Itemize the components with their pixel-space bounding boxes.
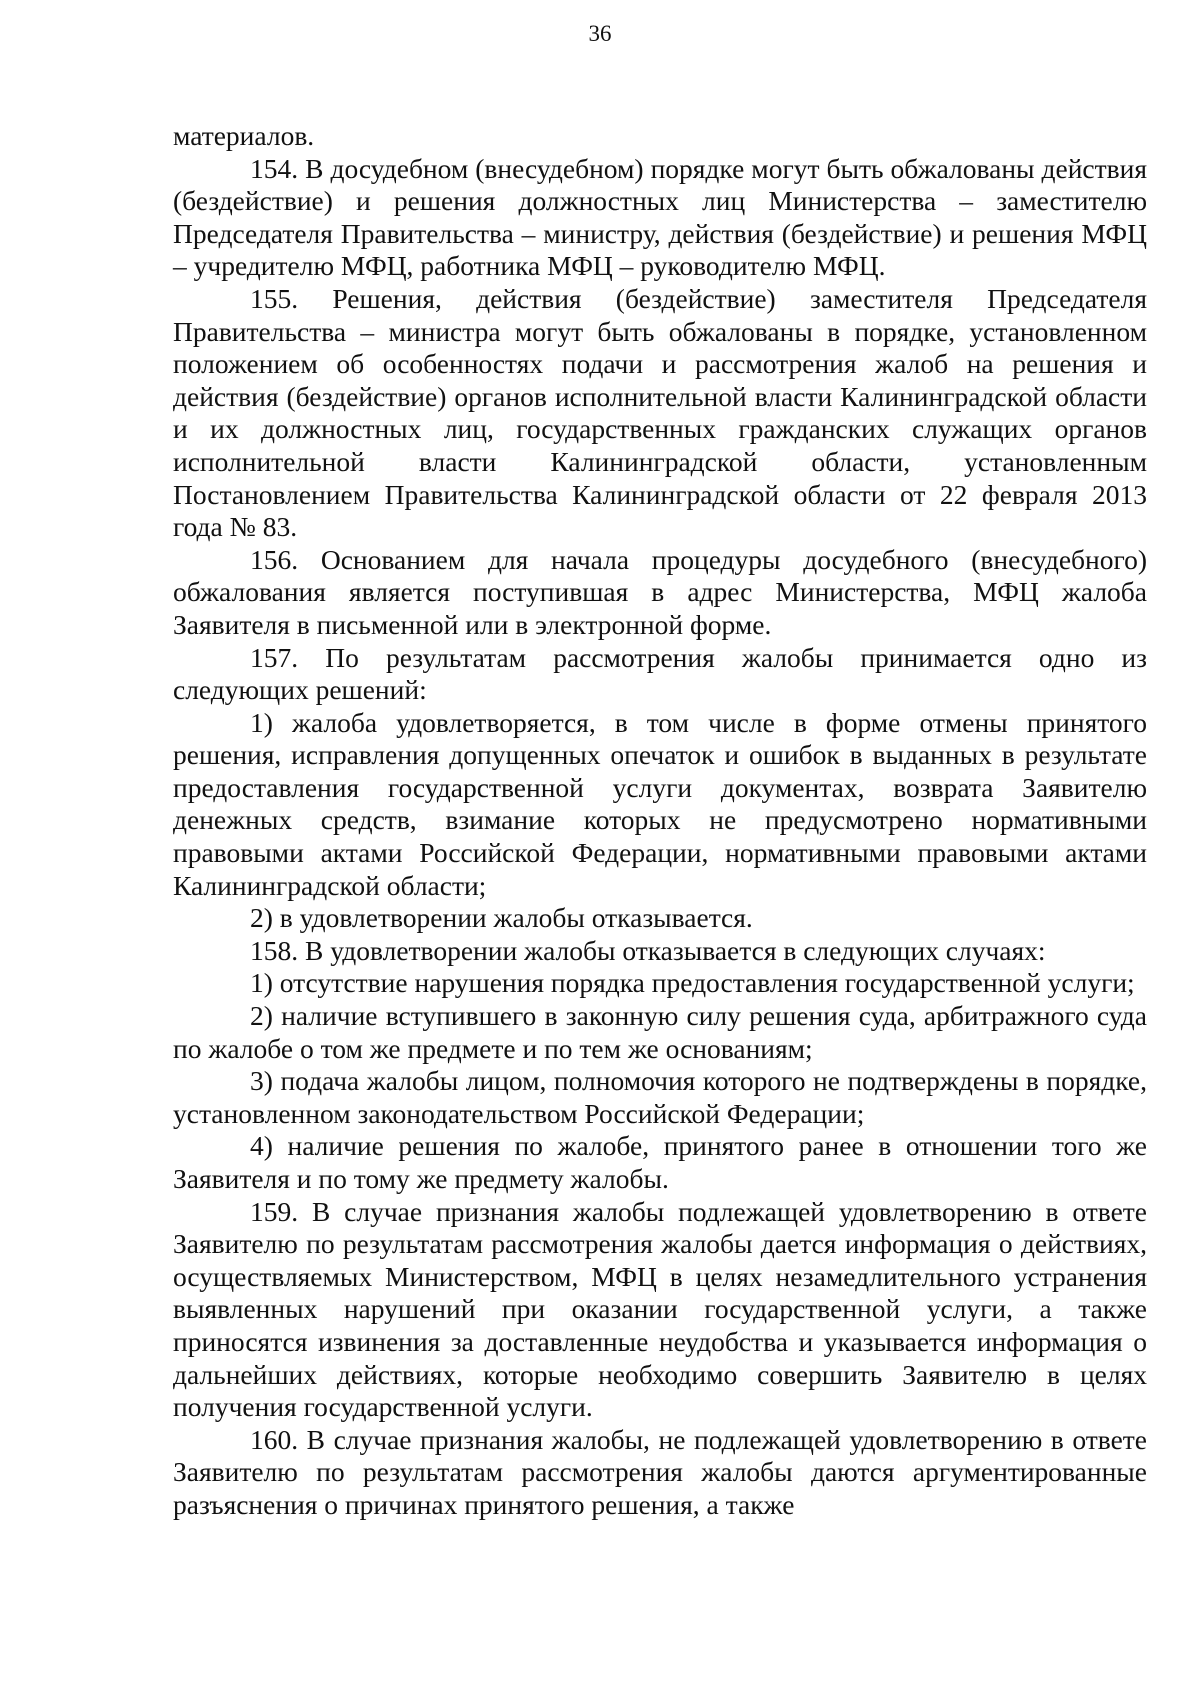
paragraph-158-item-3: 3) подача жалобы лицом, полномочия которого не подтверждены в порядке, установленном законодательством Российской Федерации;	[173, 1065, 1147, 1129]
paragraph-157-item-1: 1) жалоба удовлетворяется, в том числе в форме отмены принятого решения, исправления допущенных опечаток и ошибок в выданных в результате предоставления государственной услуги документах, возврата Заявителю денежных средств, взимание которых не предусмотрено нормативными правовыми актами Российской Федерации, нормативными правовыми актами Калининградской области;	[173, 706, 1147, 901]
paragraph-158-item-4: 4) наличие решения по жалобе, принятого ранее в отношении того же Заявителя и по тому же предмету жалобы.	[173, 1130, 1147, 1194]
paragraph-160: 160. В случае признания жалобы, не подлежащей удовлетворению в ответе Заявителю по результатам рассмотрения жалобы даются аргументированные разъяснения о причинах принятого решения, а также	[173, 1423, 1147, 1520]
paragraph-158-item-1: 1) отсутствие нарушения порядка предоставления государственной услуги;	[250, 967, 1135, 999]
paragraph-157-item-2: 2) в удовлетворении жалобы отказывается.	[250, 902, 753, 934]
page-number: 36	[588, 21, 612, 46]
paragraph-156: 156. Основанием для начала процедуры досудебного (внесудебного) обжалования является поступившая в адрес Министерства, МФЦ жалоба Заявителя в письменной или в электронной форме.	[173, 543, 1147, 640]
paragraph-continuation: материалов.	[173, 120, 315, 151]
document-body	[173, 120, 1147, 1522]
paragraph-159: 159. В случае признания жалобы подлежащей удовлетворению в ответе Заявителю по результатам рассмотрения жалобы дается информация о действиях, осуществляемых Министерством, МФЦ в целях незамедлительного устранения выявленных нарушений при оказании государственной услуги, а также приносятся извинения за доставленные неудобства и указывается информация о дальнейших действиях, которые необходимо совершить Заявителю в целях получения государственной услуги.	[173, 1195, 1147, 1423]
paragraph-157: 157. По результатам рассмотрения жалобы принимается одно из следующих решений:	[173, 641, 1147, 706]
paragraph-155: 155. Решения, действия (бездействие) заместителя Председателя Правительства – министра могут быть обжалованы в порядке, установленном положением об особенностях подачи и рассмотрения жалоб на решения и действия (бездействие) органов исполнительной власти Калининградской области и их должностных лиц, государственных гражданских служащих органов исполнительной власти Калининградской области, установленным Постановлением Правительства Калининградской области от 22 февраля 2013 года № 83.	[173, 282, 1147, 543]
paragraph-158: 158. В удовлетворении жалобы отказывается в следующих случаях:	[250, 934, 1046, 966]
paragraph-154: 154. В досудебном (внесудебном) порядке могут быть обжалованы действия (бездействие) и решения должностных лиц Министерства – заместителю Председателя Правительства – министру, действия (бездействие) и решения МФЦ – учредителю МФЦ, работника МФЦ – руководителю МФЦ.	[173, 152, 1147, 282]
paragraph-158-item-2: 2) наличие вступившего в законную силу решения суда, арбитражного суда по жалобе о том же предмете и по тем же основаниям;	[173, 1000, 1147, 1064]
